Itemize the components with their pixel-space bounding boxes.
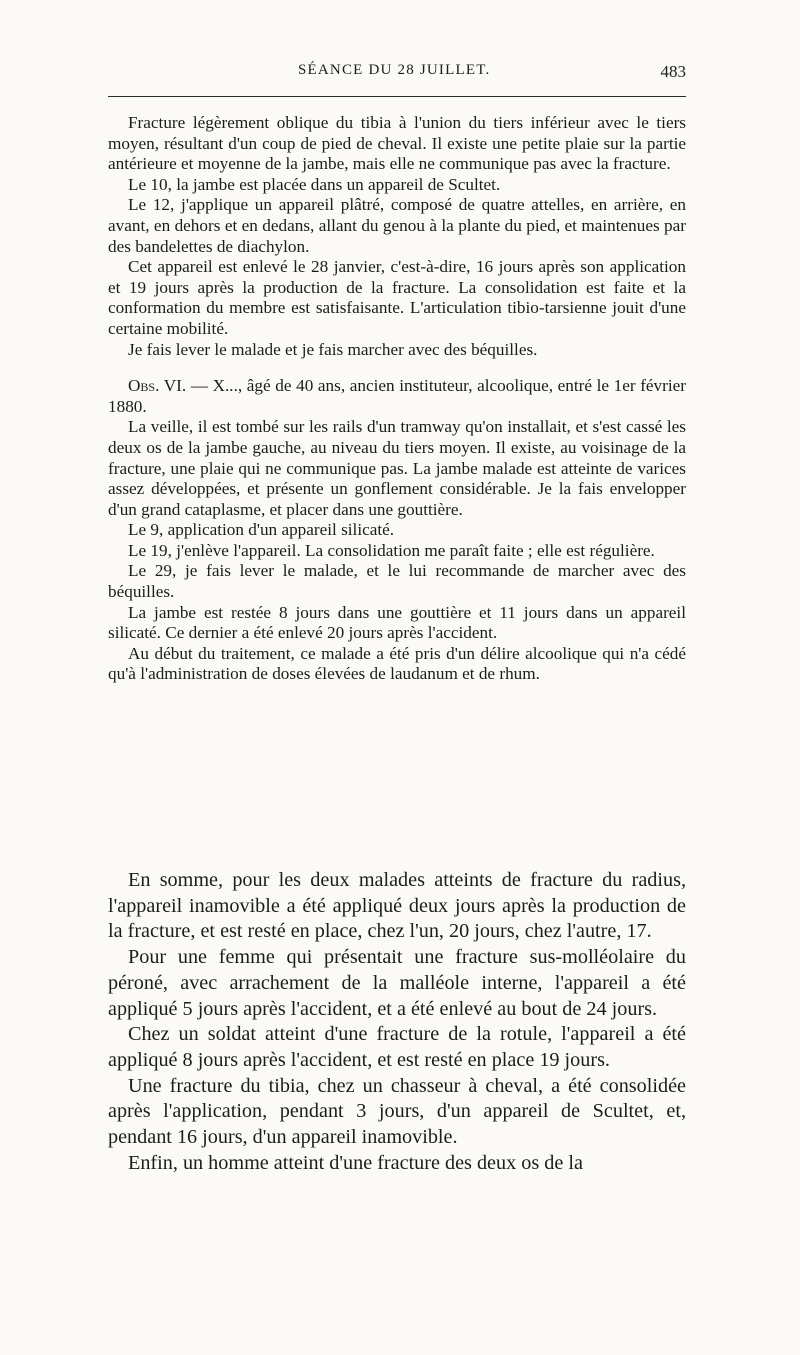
case-vi-paragraph: Le 9, application d'un appareil silicaté. (128, 520, 395, 540)
page-header (108, 62, 686, 86)
running-title: SÉANCE DU 28 JUILLET. (298, 62, 491, 78)
case-v-paragraph: Le 12, j'applique un appareil plâtré, composé de quatre attelles, en arrière, en avant, en dehors et en dedans, allant du genou à la plante du pied, et maintenues par des bandelettes de diachylon. (108, 195, 686, 256)
case-vi-paragraph: La veille, il est tombé sur les rails d'un tramway qu'on installait, et s'est cassé les deux os de la jambe gauche, au niveau du tiers moyen. Il existe, au voisinage de la fracture, une plaie qui ne communique pas. La jambe malade est atteinte de varices assez développées, et présente un gonflement considérable. Je la fais envelopper d'un grand cataplasme, et placer dans une gouttière. (108, 417, 686, 519)
summary-paragraph: Chez un soldat atteint d'une fracture de la rotule, l'appareil a été appliqué 8 jours après l'accident, et est resté en place 19 jours. (108, 1023, 686, 1071)
summary-paragraph: Une fracture du tibia, chez un chasseur à cheval, a été consolidée après l'application, pendant 3 jours, d'un appareil de Scultet, et, pendant 16 jours, d'un appareil inamovible. (108, 1074, 686, 1149)
observation-heading: Obs. VI. (128, 376, 187, 396)
summary-paragraph: Pour une femme qui présentait une fracture sus-molléolaire du péroné, avec arrachement de la malléole interne, l'appareil a été appliqué 5 jours après l'accident, et a été enlevé au bout de 24 jours. (108, 946, 686, 1020)
summary-text (108, 868, 686, 1176)
case-vi-paragraph: Le 29, je fais lever le malade, et le lui recommande de marcher avec des béquilles. (108, 561, 686, 602)
case-vi-intro (108, 376, 686, 417)
page-number: 483 (660, 62, 686, 81)
case-v-paragraph: Je fais lever le malade et je fais marcher avec des béquilles. (128, 339, 538, 359)
case-v-paragraph: Le 10, la jambe est placée dans un appareil de Scultet. (128, 174, 501, 194)
case-vi-paragraph: Le 19, j'enlève l'appareil. La consolidation me paraît faite ; elle est régulière. (128, 540, 655, 560)
summary-paragraph: Enfin, un homme atteint d'une fracture des deux os de la (128, 1151, 583, 1174)
case-v-text (108, 113, 686, 685)
case-vi-paragraph: La jambe est restée 8 jours dans une gouttière et 11 jours dans un appareil silicaté. Ce dernier a été enlevé 20 jours après l'accident. (108, 602, 686, 643)
case-vi-intro-text: — X..., âgé de 40 ans, ancien instituteur, alcoolique, entré le 1er février 1880. (108, 376, 686, 416)
case-vi-paragraph: Au début du traitement, ce malade a été pris d'un délire alcoolique qui n'a cédé qu'à l'administration de doses élevées de laudanum et de rhum. (108, 643, 686, 684)
case-v-paragraph: Fracture légèrement oblique du tibia à l'union du tiers inférieur avec le tiers moyen, résultant d'un coup de pied de cheval. Il existe une petite plaie sur la partie antérieure et moyenne de la jambe, mais elle ne communique pas avec la fracture. (108, 113, 686, 174)
header-rule (108, 96, 686, 97)
summary-paragraph: En somme, pour les deux malades atteints de fracture du radius, l'appareil inamovible a été appliqué deux jours après la production de la fracture, et est resté en place, chez l'un, 20 jours, chez l'autre, 17. (108, 869, 686, 943)
case-v-paragraph: Cet appareil est enlevé le 28 janvier, c'est-à-dire, 16 jours après son application et 19 jours après la production de la fracture. La consolidation est faite et la conformation du membre est satisfaisante. L'articulation tibio-tarsienne jouit d'une certaine mobilité. (108, 257, 686, 338)
